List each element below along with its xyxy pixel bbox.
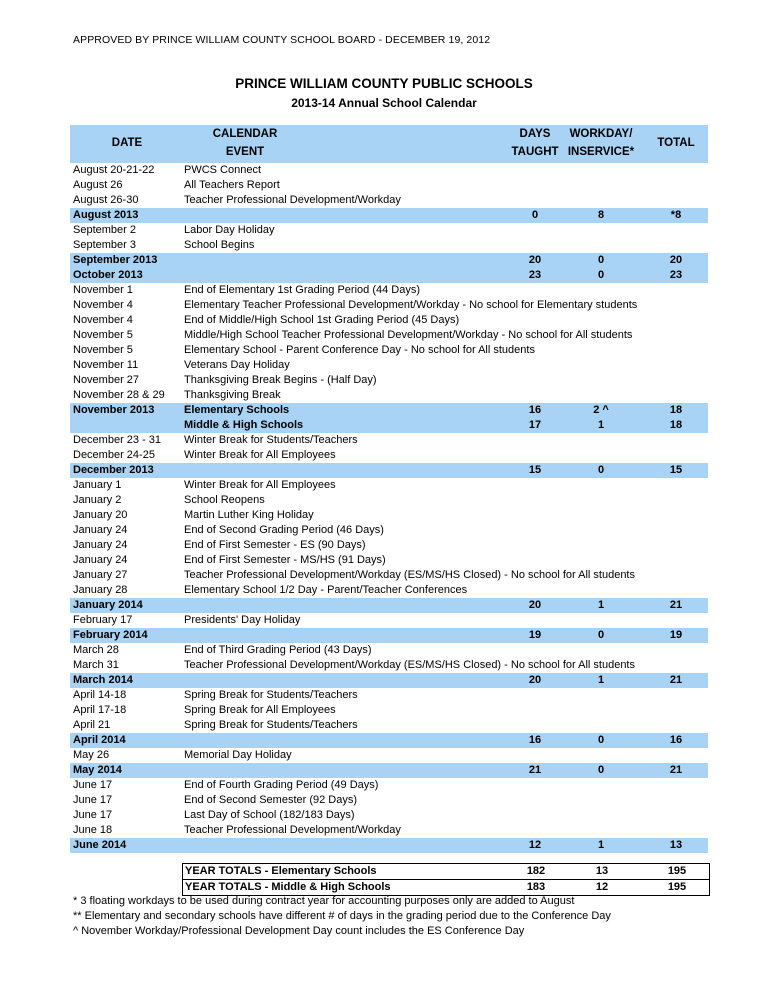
row-workday: 1 (597, 674, 605, 686)
month-summary-row (70, 268, 708, 283)
row-date: March 28 (73, 644, 119, 656)
row-event: Elementary Teacher Professional Development/Workday - No school for Elementary students (184, 299, 638, 311)
row-workday: 0 (597, 464, 605, 476)
row-date: January 24 (73, 524, 128, 536)
row-event: Presidents' Day Holiday (184, 614, 301, 626)
row-date: November 4 (73, 299, 133, 311)
row-workday: 0 (597, 734, 605, 746)
header-workday-line2: INSERVICE* (567, 146, 635, 158)
row-date: January 24 (73, 554, 128, 566)
row-total: 21 (669, 764, 683, 776)
row-date: November 1 (73, 284, 133, 296)
event-row (70, 538, 708, 553)
event-row (70, 703, 708, 718)
row-workday: 0 (597, 629, 605, 641)
month-summary-row (70, 403, 708, 418)
row-date: August 26-30 (73, 194, 139, 206)
page-title: PRINCE WILLIAM COUNTY PUBLIC SCHOOLS (235, 76, 533, 91)
event-row (70, 718, 708, 733)
event-row (70, 388, 708, 403)
row-workday: 0 (597, 254, 605, 266)
row-event: Martin Luther King Holiday (184, 509, 314, 521)
month-summary-row (70, 253, 708, 268)
event-row (70, 238, 708, 253)
row-workday: 0 (597, 764, 605, 776)
row-days-taught: 15 (528, 464, 542, 476)
row-workday: 0 (597, 269, 605, 281)
row-date: August 2013 (73, 209, 139, 221)
event-row (70, 823, 708, 838)
header-total: TOTAL (657, 137, 695, 149)
event-row (70, 448, 708, 463)
row-days-taught: 16 (528, 404, 542, 416)
approval-note: APPROVED BY PRINCE WILLIAM COUNTY SCHOOL BOARD - DECEMBER 19, 2012 (73, 34, 491, 46)
row-date: November 2013 (73, 404, 155, 416)
page-subtitle: 2013-14 Annual School Calendar (291, 96, 477, 110)
event-row (70, 178, 708, 193)
row-event: Spring Break for All Employees (184, 704, 336, 716)
row-date: November 11 (73, 359, 139, 371)
row-event: Elementary School - Parent Conference Day - No school for All students (184, 344, 535, 356)
row-workday: 2 ^ (593, 404, 609, 416)
event-row (70, 283, 708, 298)
row-total: 13 (669, 839, 683, 851)
year-total-workdays: 12 (595, 881, 609, 893)
row-event: End of Second Semester (92 Days) (184, 794, 358, 806)
event-row (70, 193, 708, 208)
month-summary-row (70, 673, 708, 688)
row-date: February 2014 (73, 629, 148, 641)
row-date: March 31 (73, 659, 119, 671)
row-event: End of Elementary 1st Grading Period (44 Days) (184, 284, 421, 296)
header-event-line2: EVENT (225, 146, 265, 158)
event-row (70, 553, 708, 568)
row-days-taught: 20 (528, 599, 542, 611)
row-days-taught: 23 (528, 269, 542, 281)
row-days-taught: 17 (528, 419, 542, 431)
event-row (70, 568, 708, 583)
row-event: Thanksgiving Break Begins - (Half Day) (184, 374, 377, 386)
row-event: End of Middle/High School 1st Grading Period (45 Days) (184, 314, 460, 326)
row-date: November 28 & 29 (73, 389, 165, 401)
row-date: January 24 (73, 539, 128, 551)
row-date: December 23 - 31 (73, 434, 162, 446)
row-date: January 27 (73, 569, 128, 581)
header-workday-line1: WORKDAY/ (569, 128, 633, 140)
month-summary-row (70, 628, 708, 643)
row-date: April 21 (73, 719, 111, 731)
row-date: December 24-25 (73, 449, 155, 461)
row-total: 23 (669, 269, 683, 281)
event-row (70, 808, 708, 823)
row-event: End of Fourth Grading Period (49 Days) (184, 779, 379, 791)
year-total-elementary (183, 864, 709, 879)
row-event: Middle/High School Teacher Professional Development/Workday - No school for All students (184, 329, 633, 341)
row-total: 15 (669, 464, 683, 476)
row-date: April 17-18 (73, 704, 127, 716)
row-event: End of First Semester - ES (90 Days) (184, 539, 366, 551)
row-event: End of Third Grading Period (43 Days) (184, 644, 372, 656)
row-date: August 26 (73, 179, 123, 191)
row-total: 16 (669, 734, 683, 746)
row-date: June 17 (73, 779, 113, 791)
row-date: January 28 (73, 584, 128, 596)
row-date: May 2014 (73, 764, 122, 776)
year-total-middle-high (183, 879, 709, 895)
event-row (70, 688, 708, 703)
row-days-taught: 20 (528, 254, 542, 266)
event-row (70, 493, 708, 508)
row-total: 19 (669, 629, 683, 641)
row-event: Last Day of School (182/183 Days) (184, 809, 355, 821)
row-days-taught: 21 (528, 764, 542, 776)
event-row (70, 373, 708, 388)
row-event: Thanksgiving Break (184, 389, 281, 401)
footnote-double-asterisk: ** Elementary and secondary schools have different # of days in the grading period due to the Conference Day (73, 910, 611, 922)
event-row (70, 793, 708, 808)
row-total: *8 (670, 209, 682, 221)
row-event: Spring Break for Students/Teachers (184, 719, 358, 731)
row-date: June 17 (73, 809, 113, 821)
row-date: September 2 (73, 224, 136, 236)
row-event: Labor Day Holiday (184, 224, 275, 236)
row-total: 20 (669, 254, 683, 266)
row-date: November 5 (73, 329, 133, 341)
event-row (70, 778, 708, 793)
row-event: Winter Break for Students/Teachers (184, 434, 358, 446)
row-date: November 27 (73, 374, 140, 386)
row-date: January 20 (73, 509, 128, 521)
month-summary-row (70, 763, 708, 778)
row-date: April 2014 (73, 734, 126, 746)
event-row (70, 658, 708, 673)
event-row (70, 748, 708, 763)
header-date: DATE (111, 137, 143, 149)
row-date: September 2013 (73, 254, 158, 266)
row-total: 21 (669, 674, 683, 686)
row-date: January 2 (73, 494, 122, 506)
event-row (70, 313, 708, 328)
row-date: June 17 (73, 794, 113, 806)
row-event: Teacher Professional Development/Workday (184, 824, 401, 836)
row-event: Elementary School 1/2 Day - Parent/Teacher Conferences (184, 584, 468, 596)
row-workday: 1 (597, 839, 605, 851)
event-row (70, 328, 708, 343)
event-row (70, 433, 708, 448)
year-total-total: 195 (667, 881, 687, 893)
event-row (70, 223, 708, 238)
month-summary-row (70, 208, 708, 223)
row-date: December 2013 (73, 464, 154, 476)
month-summary-row (70, 733, 708, 748)
row-event: Middle & High Schools (184, 419, 304, 431)
header-event-line1: CALENDAR (212, 128, 278, 140)
row-date: May 26 (73, 749, 110, 761)
event-row (70, 163, 708, 178)
event-row (70, 523, 708, 538)
row-date: August 20-21-22 (73, 164, 155, 176)
row-event: PWCS Connect (184, 164, 262, 176)
event-row (70, 358, 708, 373)
row-workday: 1 (597, 419, 605, 431)
event-row (70, 298, 708, 313)
row-workday: 1 (597, 599, 605, 611)
row-event: Winter Break for All Employees (184, 449, 336, 461)
row-date: March 2014 (73, 674, 133, 686)
row-date: November 5 (73, 344, 133, 356)
month-summary-row (70, 838, 708, 853)
year-total-workdays: 13 (595, 865, 609, 877)
table-body (70, 163, 708, 853)
year-total-label: YEAR TOTALS - Middle & High Schools (185, 881, 391, 893)
table-header (70, 125, 708, 163)
row-date: October 2013 (73, 269, 143, 281)
row-event: Teacher Professional Development/Workday (ES/MS/HS Closed) - No school for All students (184, 569, 635, 581)
row-event: Memorial Day Holiday (184, 749, 292, 761)
row-date: January 1 (73, 479, 122, 491)
row-event: Winter Break for All Employees (184, 479, 336, 491)
row-event: Teacher Professional Development/Workday (184, 194, 401, 206)
row-event: Veterans Day Holiday (184, 359, 290, 371)
footnote-caret: ^ November Workday/Professional Development Day count includes the ES Conference Day (73, 925, 525, 937)
row-total: 18 (669, 404, 683, 416)
event-row (70, 613, 708, 628)
year-total-label: YEAR TOTALS - Elementary Schools (185, 865, 377, 877)
row-date: January 2014 (73, 599, 143, 611)
row-days-taught: 16 (528, 734, 542, 746)
event-row (70, 643, 708, 658)
row-event: School Begins (184, 239, 255, 251)
row-event: Teacher Professional Development/Workday (ES/MS/HS Closed) - No school for All students (184, 659, 635, 671)
row-event: All Teachers Report (184, 179, 280, 191)
month-summary-row (70, 418, 708, 433)
row-event: School Reopens (184, 494, 265, 506)
row-date: June 2014 (73, 839, 127, 851)
event-row (70, 478, 708, 493)
row-days-taught: 0 (531, 209, 539, 221)
event-row (70, 508, 708, 523)
year-total-days: 182 (526, 865, 546, 877)
row-days-taught: 12 (528, 839, 542, 851)
month-summary-row (70, 463, 708, 478)
row-event: Elementary Schools (184, 404, 290, 416)
row-date: April 14-18 (73, 689, 127, 701)
row-total: 21 (669, 599, 683, 611)
year-total-days: 183 (526, 881, 546, 893)
row-days-taught: 20 (528, 674, 542, 686)
row-date: February 17 (73, 614, 133, 626)
row-event: End of First Semester - MS/HS (91 Days) (184, 554, 386, 566)
row-event: Spring Break for Students/Teachers (184, 689, 358, 701)
row-workday: 8 (597, 209, 605, 221)
row-date: September 3 (73, 239, 136, 251)
row-date: June 18 (73, 824, 113, 836)
row-total: 18 (669, 419, 683, 431)
month-summary-row (70, 598, 708, 613)
row-date: November 4 (73, 314, 133, 326)
year-totals-box (182, 863, 710, 896)
footnote-asterisk: * 3 floating workdays to be used during contract year for accounting purposes only are added to August (73, 895, 575, 907)
event-row (70, 583, 708, 598)
calendar-table (70, 125, 708, 853)
row-event: End of Second Grading Period (46 Days) (184, 524, 384, 536)
header-days-line2: TAUGHT (511, 146, 559, 158)
event-row (70, 343, 708, 358)
header-days-line1: DAYS (519, 128, 551, 140)
row-days-taught: 19 (528, 629, 542, 641)
year-total-total: 195 (667, 865, 687, 877)
